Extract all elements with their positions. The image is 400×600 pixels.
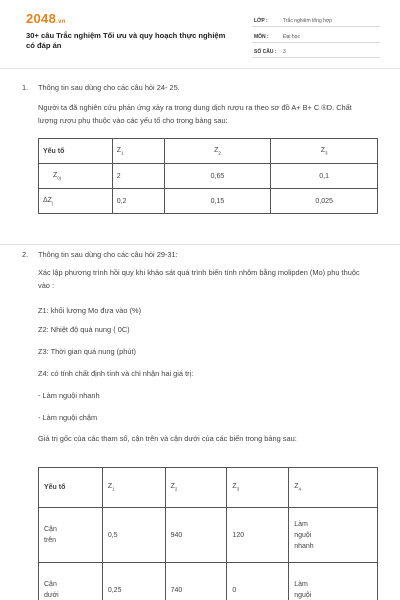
table-cell: 0,65 <box>164 164 271 189</box>
question-paragraph: Người ta đã nghiên cứu phản ứng xảy ra trong dung dịch rượu ra theo sơ đồ A+ B+ C ®D. Chất lượng rượu phụ thuộc vào các yếu tố cho trong bảng sau: <box>38 103 352 125</box>
table-cell: 0,5 <box>102 508 165 563</box>
document-title: 30+ câu Trắc nghiệm Tối ưu và quy hoạch thực nghiệm có đáp án <box>26 31 226 50</box>
table-cell: Cận dưới <box>39 563 103 600</box>
table-header-cell: $Z_2$ <box>165 468 227 508</box>
meta-row-count <box>252 45 380 58</box>
list-item: - Làm nguội chậm <box>38 413 98 422</box>
question-number: 2. <box>22 250 29 259</box>
meta-value: Trắc nghiệm tổng hợp <box>283 18 332 24</box>
table-cell: $Z_{0j}$ <box>39 164 113 189</box>
list-item: Z3: Thời gian quá nung (phút) <box>38 347 136 356</box>
table-cell: 940 <box>165 508 227 563</box>
table-row <box>39 164 378 189</box>
question-number: 1. <box>22 83 29 92</box>
table-header-cell: $Z_4$ <box>289 468 378 508</box>
meta-key: SỐ CÂU : <box>254 49 277 55</box>
table-header-row <box>39 139 378 164</box>
table-header-cell: $Z_3$ <box>271 139 378 164</box>
table-cell: 120 <box>227 508 289 563</box>
table-header-row <box>39 468 378 508</box>
table-cell: 740 <box>165 563 227 600</box>
table-cell: 0,1 <box>271 164 378 189</box>
table-cell: 0,025 <box>271 189 378 214</box>
page-header <box>0 0 400 64</box>
table-header-cell: Yếu tố <box>39 139 113 164</box>
question-paragraph: Giá trị gốc của các tham số, cận trên và cận dưới của các biến trong bảng sau: <box>38 434 297 443</box>
site-logo[interactable] <box>26 11 66 26</box>
meta-key: LỚP : <box>254 18 268 24</box>
list-item: - Làm nguội nhanh <box>38 391 100 400</box>
meta-key: MÔN : <box>254 34 269 40</box>
factor-table-2 <box>38 467 378 600</box>
table-cell: 0,2 <box>112 189 164 214</box>
table-cell: 2 <box>112 164 164 189</box>
list-item: Z4: có tính chất định tính và chỉ nhận hai giá trị: <box>38 369 194 378</box>
meta-row-class <box>252 14 380 27</box>
header-divider <box>0 68 400 69</box>
meta-row-subject <box>252 30 380 43</box>
table-header-cell: $Z_2$ <box>164 139 271 164</box>
table-row <box>39 508 378 563</box>
meta-value: 3 <box>283 49 286 55</box>
question-divider <box>0 244 400 245</box>
table-row <box>39 189 378 214</box>
table-cell: Làm nguội nhanh <box>289 508 378 563</box>
factor-table-1 <box>38 138 378 214</box>
list-item: Z2: Nhiệt độ quá nung ( 0C) <box>38 325 130 334</box>
table-header-cell: Yếu tố <box>39 468 103 508</box>
logo-suffix: .vn <box>56 19 66 25</box>
table-cell: 0 <box>227 563 289 600</box>
list-item: Z1: khối lượng Mo đưa vào (%) <box>38 306 142 315</box>
table-cell: Làm nguội <box>289 563 378 600</box>
table-header-cell: $Z_3$ <box>227 468 289 508</box>
table-header-cell: $Z_1$ <box>102 468 165 508</box>
table-cell: 0,15 <box>164 189 271 214</box>
question-title: Thông tin sau dùng cho các câu hỏi 24- 25. <box>38 83 180 92</box>
question-title: Thông tin sau dùng cho các câu hỏi 29-31: <box>38 250 178 259</box>
logo-text: 2048 <box>26 11 57 26</box>
table-cell: $\Delta Z_j$ <box>39 189 113 214</box>
table-row <box>39 563 378 600</box>
table-header-cell: $Z_1$ <box>112 139 164 164</box>
question-paragraph: Xác lập phương trình hồi quy khi khảo sát quá trình biến tính nhôm bằng molipden (Mo) phụ thuộc vào : <box>38 268 360 290</box>
table-cell: Cận trên <box>39 508 103 563</box>
table-cell: 0,25 <box>102 563 165 600</box>
meta-value: Đại học <box>283 34 300 40</box>
